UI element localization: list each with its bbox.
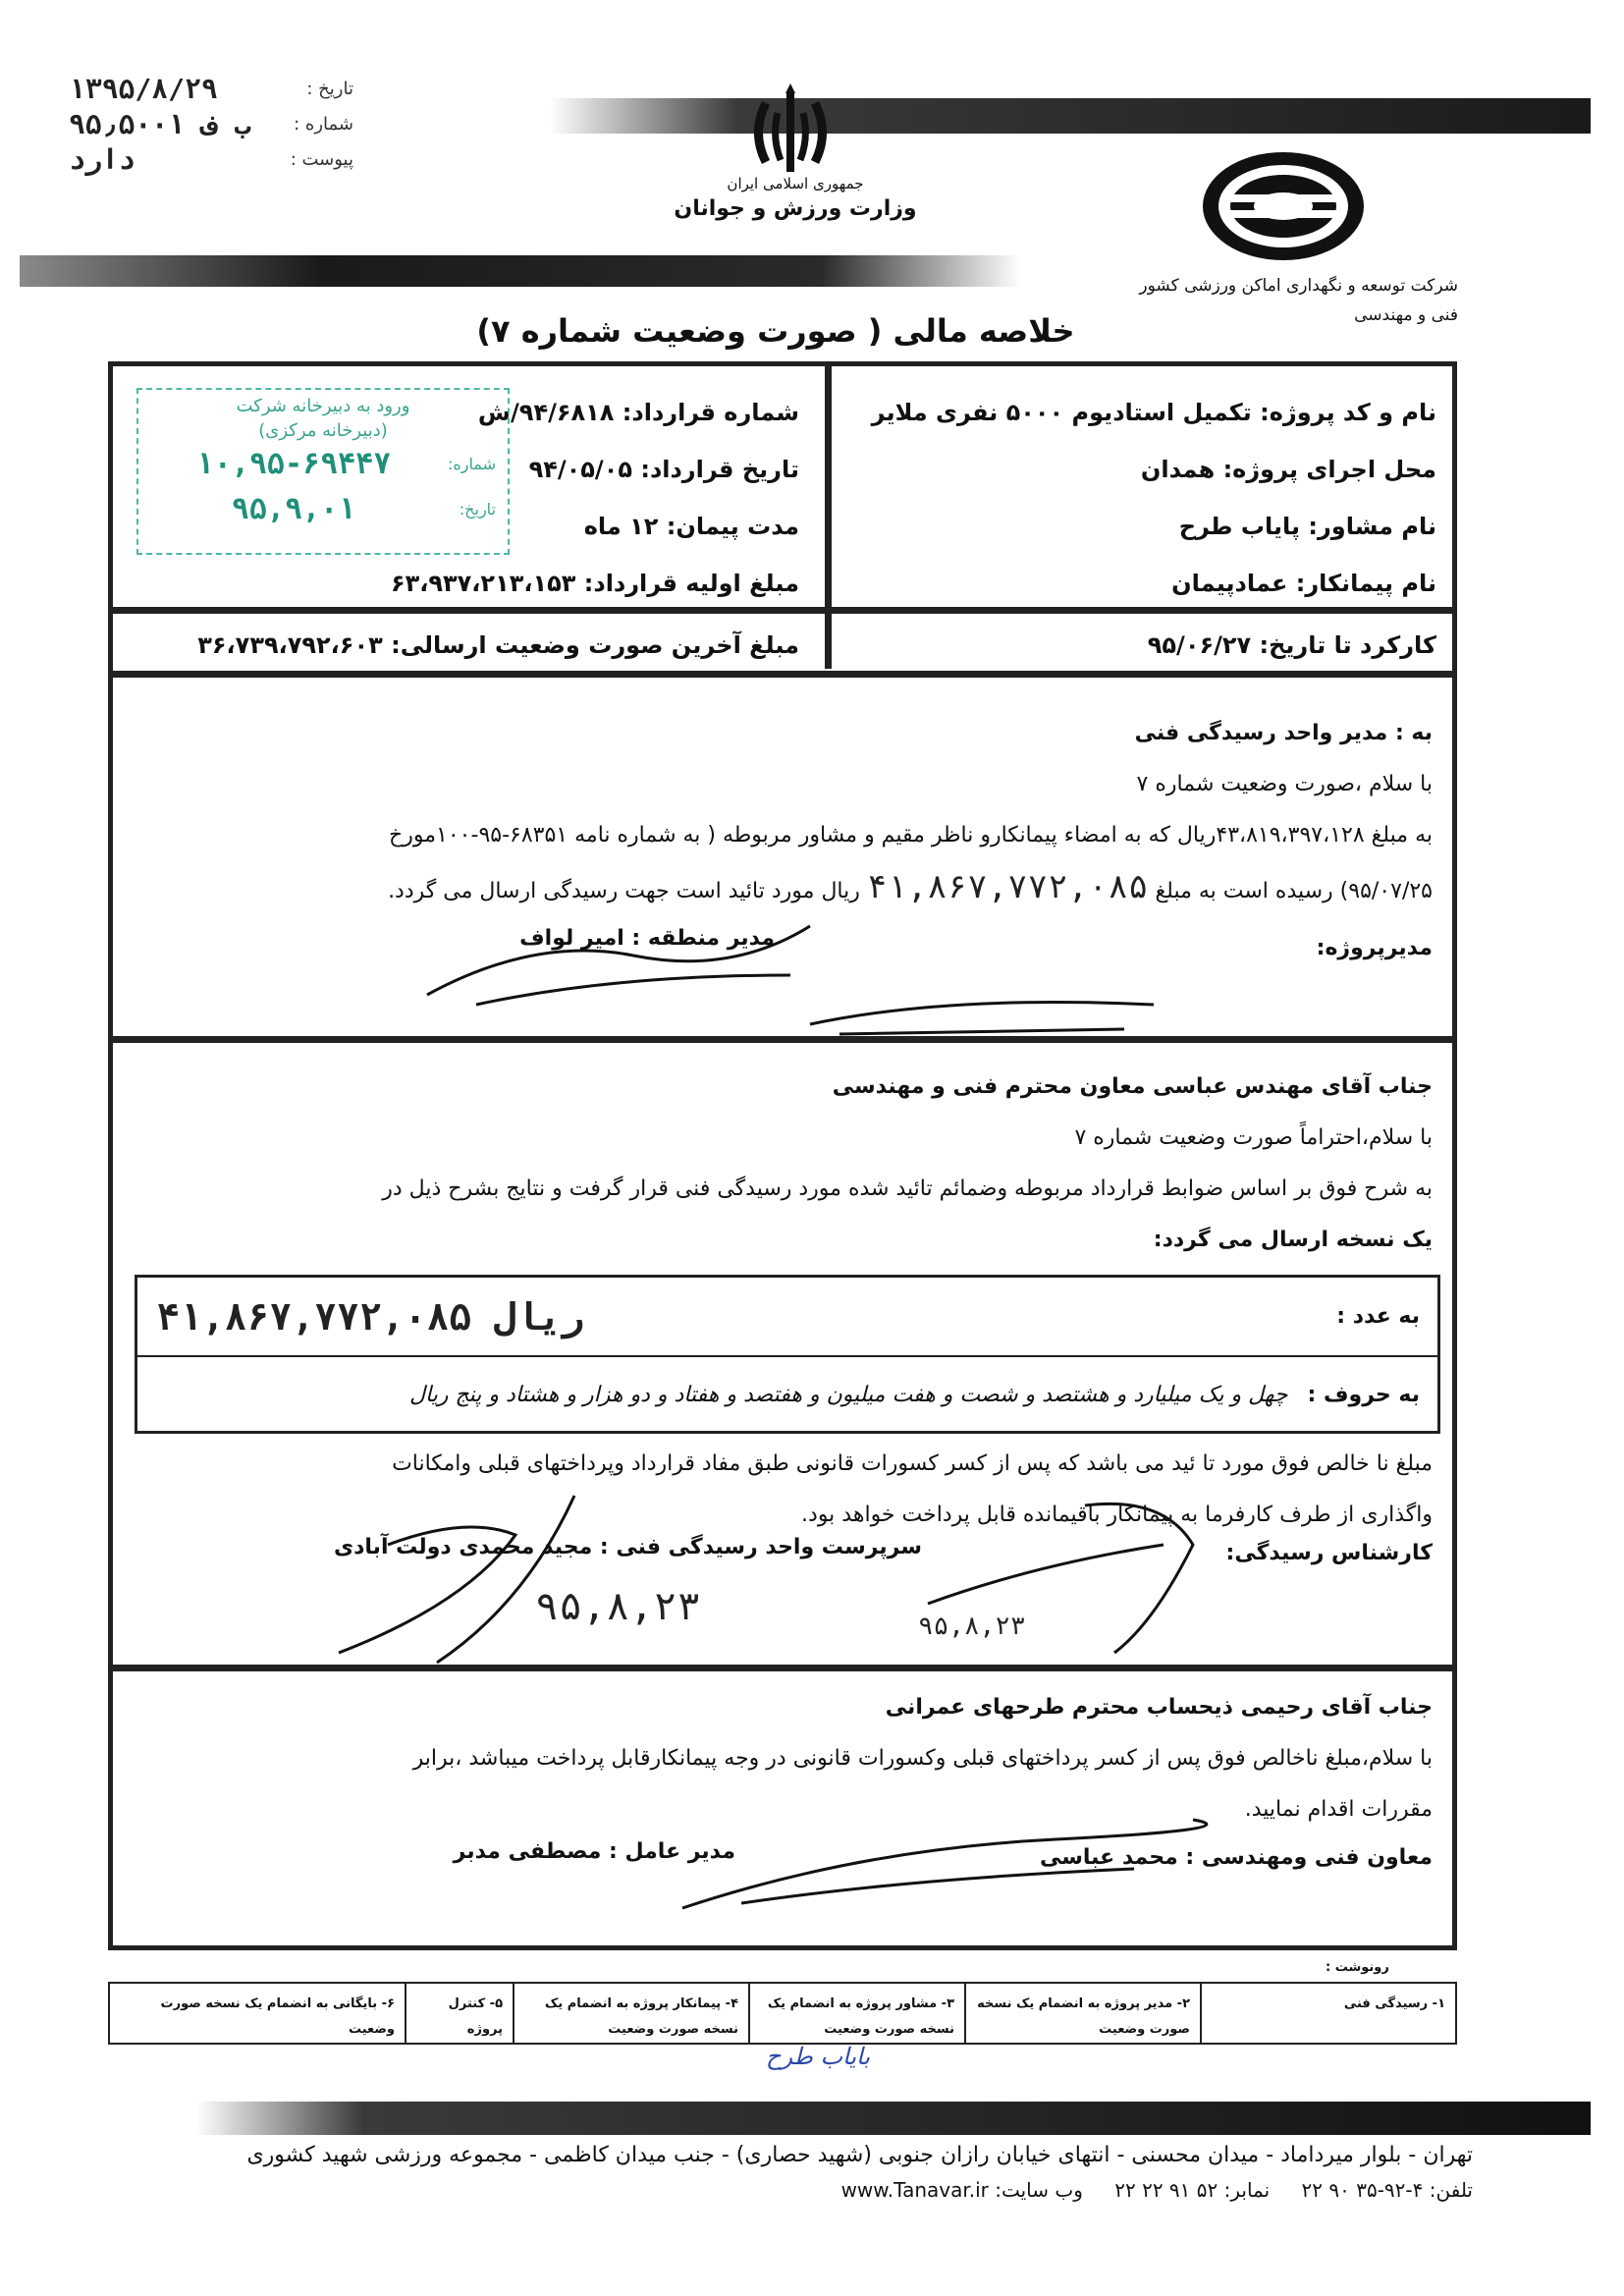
last-statement-amount: مبلغ آخرین صورت وضعیت ارسالی: ۳۶،۷۳۹،۷۹۲،۶۰۳ — [197, 631, 799, 659]
section2-line3: مبلغ نا خالص فوق مورد تا ئید می باشد که پس از کسر کسورات قانونی طبق مفاد قرارداد وپرداختهای قبلی وامکانات — [392, 1451, 1433, 1476]
divider-horizontal — [113, 671, 1452, 678]
project-location: محل اجرای پروژه: همدان — [1140, 456, 1436, 483]
distribution-table — [108, 1982, 1457, 2045]
stamp-title: ورود به دبیرخانه شرکت — [236, 396, 410, 416]
meta-date-row — [59, 71, 353, 106]
stamp-date-row — [138, 486, 508, 531]
section1-line2-end: ریال مورد تائید است جهت رسیدگی ارسال می گردد. — [388, 879, 860, 903]
distribution-label: رونوشت : — [1326, 1960, 1389, 1975]
section1-line1: به مبلغ ۴۳،۸۱۹،۳۹۷،۱۲۸ریال که به امضاء پیمانکارو ناظر مقیم و مشاور مربوطه ( به شماره نامه ۶۸۳۵۱-۹۵-۱۰۰مورخ — [389, 823, 1433, 847]
footer-address: تهران - بلوار میرداماد - میدان محسنی - انتهای خیابان رازان جنوبی (شهید حصاری) - جنب میدان کاظمی - مجموعه ورزشی شهید کشوری — [246, 2143, 1473, 2167]
contract-initial-amount: مبلغ اولیه قرارداد: ۶۳،۹۳۷،۲۱۳،۱۵۳ — [390, 570, 799, 597]
regional-manager-signature: مدیر منطقه : امیر لواف — [519, 926, 775, 951]
signature-supervisor — [260, 1486, 673, 1682]
contract-number: شماره قرارداد: ۹۴/۶۸۱۸/ش — [477, 399, 799, 426]
footer-bar — [196, 2102, 1591, 2135]
stamp-date-label: تاریخ: — [459, 499, 496, 519]
ministry-country: جمهوری اسلامی ایران — [727, 175, 864, 192]
distribution-item: ۲- مدیر پروژه به انضمام یک نسخه صورت وضعیت — [964, 1984, 1200, 2043]
header-bar — [550, 98, 1591, 134]
letter-meta — [59, 71, 353, 177]
amount-words-label: به حروف : — [1307, 1383, 1420, 1407]
expert-signature-date: ۹۵,۸,۲۳ — [918, 1612, 1026, 1641]
section1-recipient: به : مدیر واحد رسیدگی فنی — [1134, 721, 1433, 745]
section2 — [127, 1062, 1433, 1266]
meta-attachment-label: پیوست : — [290, 148, 353, 170]
technical-supervisor: سرپرست واحد رسیدگی فنی : مجید محمدی دولت آبادی — [333, 1535, 922, 1559]
ministry-header — [638, 175, 952, 221]
section1-line2-start: ۹۵/۰۷/۲۵) رسیده است به مبلغ — [1155, 879, 1433, 903]
distribution-item: ۳- مشاور پروژه به انضمام یک نسخه صورت وضعیت — [748, 1984, 964, 2043]
managing-director: مدیر عامل : مصطفی مدبر — [453, 1839, 735, 1864]
contract-date: تاریخ قرارداد: ۹۴/۰۵/۰۵ — [528, 456, 799, 483]
technical-expert-label: کارشناس رسیدگی: — [1225, 1541, 1433, 1565]
supervisor-signature-date: ۹۵,۸,۲۳ — [535, 1584, 701, 1629]
section1 — [127, 708, 1433, 917]
amount-words-value: چهل و یک میلیارد و هشتصد و شصت و هفت میلیون و هفتصد و هفتاد و دو هزار و هشتاد و پنج ریال — [409, 1383, 1288, 1407]
technical-deputy: معاون فنی ومهندسی : محمد عباسی — [1040, 1845, 1433, 1870]
signature-project-manager — [800, 975, 1173, 1044]
section1-greeting: با سلام ،صورت وضعیت شماره ۷ — [1136, 772, 1433, 796]
distribution-item: ۶- بایگانی به انضمام یک نسخه صورت وضعیت — [160, 1996, 395, 2037]
iran-emblem-icon — [736, 83, 844, 182]
meta-number-label: شماره : — [294, 113, 353, 135]
signature-regional-manager — [417, 916, 830, 1014]
stamp-subtitle: (دبیرخانه مرکزی) — [258, 420, 388, 441]
handwritten-note: بایاب طرح — [766, 2043, 871, 2070]
project-contractor: نام پیمانکار: عمادپیمان — [1171, 570, 1436, 597]
section3-line1: با سلام،مبلغ ناخالص فوق پس از کسر پرداختهای قبلی وکسورات قانونی در وجه پیمانکارقابل پرداخت میباشد ،برابر — [412, 1746, 1433, 1771]
section1-line2 — [127, 861, 1433, 917]
distribution-item: ۱- رسیدگی فنی — [1200, 1984, 1455, 2043]
meta-number-value: ۹۵٫۵۰۰۱ ب ف — [69, 107, 251, 140]
distribution-item: ۴- پیمانکار پروژه به انضمام یک نسخه صورت وضعیت — [513, 1984, 748, 2043]
section1-approved-amount: ۴۱,۸۶۷,۷۷۲,۰۸۵ — [866, 867, 1149, 906]
meta-number-row — [59, 106, 353, 141]
contract-duration: مدت پیمان: ۱۲ ماه — [583, 513, 799, 540]
project-name: نام و کد پروژه: تکمیل استادیوم ۵۰۰۰ نفری ملایر — [871, 399, 1436, 426]
section2-greeting: با سلام،احتراماً صورت وضعیت شماره ۷ — [1074, 1125, 1433, 1150]
amount-words-row — [137, 1355, 1437, 1433]
project-info — [828, 384, 1436, 612]
amount-number-value: ۴۱,۸۶۷,۷۷۲,۰۸۵ ریال — [157, 1294, 584, 1339]
section2-line2: یک نسخه ارسال می گردد: — [1153, 1228, 1433, 1252]
stamp-number-value: ۱۰,۹۵-۶۹۴۴۷ — [195, 446, 392, 481]
financial-summary-form — [108, 361, 1457, 1950]
ministry-name: وزارت ورزش و جوانان — [674, 196, 917, 221]
divider-horizontal — [113, 1036, 1452, 1043]
stamp-date-value: ۹۵,۹,۰۱ — [231, 491, 356, 526]
approved-amount-box — [135, 1275, 1440, 1434]
footer-contact — [196, 2178, 1473, 2202]
company-name-line1: شرکت توسعه و نگهداری اماکن ورزشی کشور — [1139, 276, 1458, 296]
project-manager-label: مدیرپروژه: — [1316, 936, 1433, 960]
section3-recipient: جناب آقای رحیمی ذیحساب محترم طرحهای عمرانی — [885, 1695, 1433, 1720]
meta-attachment-value: دارد — [69, 142, 135, 176]
stamp-number-row — [138, 441, 508, 486]
distribution-item: ۵- کنترل پروژه — [405, 1984, 513, 2043]
company-department: فنی و مهندسی — [1354, 305, 1458, 325]
project-consultant: نام مشاور: پایاب طرح — [1178, 513, 1436, 540]
work-until-date: کارکرد تا تاریخ: ۹۵/۰۶/۲۷ — [1147, 631, 1436, 659]
section2-line1: به شرح فوق بر اساس ضوابط قرارداد مربوطه وضمائم تائید شده مورد رسیدگی فنی قرار گرفت و نتایج بشرح ذیل در — [382, 1176, 1433, 1201]
meta-attachment-row — [59, 141, 353, 177]
registry-stamp — [136, 388, 510, 555]
footer-fax: نمابر: ۵۲ ۹۱ ۲۲ ۲۲ — [1114, 2178, 1271, 2202]
company-logo-icon — [1198, 147, 1370, 265]
header-bar-secondary — [20, 255, 1021, 287]
signature-expert — [918, 1486, 1232, 1663]
amount-number-row — [137, 1278, 1437, 1355]
stamp-number-label: شماره: — [447, 454, 496, 473]
meta-date-value: ۱۳۹۵/۸/۲۹ — [69, 72, 218, 105]
section3-line2: مقررات اقدام نمایید. — [1244, 1797, 1433, 1822]
amount-number-label: به عدد : — [1336, 1304, 1420, 1329]
signature-deputy — [663, 1810, 1213, 1918]
page-title: خلاصه مالی ( صورت وضعیت شماره ۷) — [476, 312, 1075, 350]
section2-line4: واگذاری از طرف کارفرما به پیمانکار باقیمانده قابل پرداخت خواهد بود. — [801, 1503, 1433, 1527]
footer-website[interactable]: وب سایت: www.Tanavar.ir — [840, 2178, 1083, 2202]
section2-recipient: جناب آقای مهندس عباسی معاون محترم فنی و مهندسی — [832, 1074, 1433, 1099]
meta-date-label: تاریخ : — [306, 78, 353, 99]
footer-phone: تلفن: ۴-۹۲-۳۵ ۹۰ ۲۲ — [1301, 2178, 1473, 2202]
